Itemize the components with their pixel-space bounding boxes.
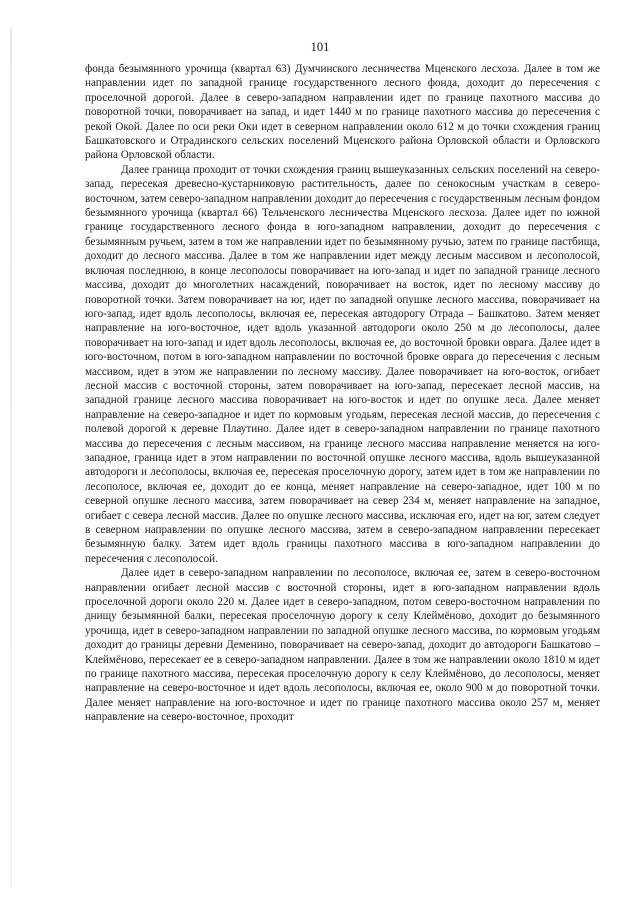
paragraph-2: Далее граница проходит от точки схождения границ вышеуказанных сельских поселений на северо-запад, пересекая древесно-кустарниковую растительность, далее по сенокосным участкам в северо-восточном, затем северо-западном направлении доходит до пересечения с государственным лесным фондом безымянного урочища (квартал 66) Тельченского лесничества Мценского лесхоза. Далее идет по южной границе государственного лесного фонда в юго-западном направлении, доходит до пересечения с безымянным ручьем, затем в том же направлении идет по безымянному ручью, затем по границе пастбища, доходит до лесного массива. Далее в том же направлении идет между лесным массивом и лесополосой, включая последнюю, в конце лесополосы поворачивает на юго-запад и идет по западной границе лесного массива, доходит до многолетних насаждений, поворачивает на восток, идет по лесному массиву до поворотной точки. Затем поворачивает на юг, идет по западной опушке лесного массива, поворачивает на юго-запад, идет вдоль лесополосы, включая ее, пересекая автодорогу Отрада – Башкатово. Затем меняет направление на юго-восточное, идет вдоль указанной автодороги около 250 м до лесополосы, далее поворачивает на юго-запад и идет вдоль лесополосы, включая ее, до восточной бровки оврага. Далее идет в юго-восточном, потом в юго-западном направлении по восточной бровке оврага до пересечения с лесным массивом, идет в этом же направлении по лесному массиву. Далее поворачивает на юго-восток, огибает лесной массив с восточной стороны, затем поворачивает на юго-запад, пересекает лесной массив, на западной границе лесного массива поворачивает на юго-восток и идет по опушке леса. Далее меняет направление на северо-западное и идет по кормовым угодьям, пересекая лесной массив, до пересечения с полевой дорогой к деревне Плаутино. Далее идет в северо-западном направлении по границе пахотного массива до пересечения с лесным массивом, на границе лесного массива направление меняется на юго-западное, граница идет в этом направлении по восточной опушке лесного массива, вдоль вышеуказанной автодороги и лесополосы, включая ее, пересекая проселочную дорогу, затем идет в том же направлении по лесополосе, включая ее, доходит до ее конца, меняет направление на северо-западное, идет 100 м по северной опушке лесного массива, затем поворачивает на север 234 м, меняет направление на западное, огибает с севера лесной массив. Далее по опушке лесного массива, исключая его, идет на юг, затем следует в северном направлении по опушке лесного массива, затем в северо-западном направлении пересекает безымянную балку. Затем идет вдоль границы пахотного массива в юго-западном направлении до пересечения с лесополосой. (85, 163, 600, 565)
paragraph-3: Далее идет в северо-западном направлении по лесополосе, включая ее, затем в северо-восточном направлении огибает лесной массив с восточной стороны, идет в юго-западном направлении вдоль проселочной дороги около 220 м. Далее идет в северо-западном, потом северо-восточном направлении по днищу безымянной балки, пересекая проселочную дорогу к селу Клеймёново, доходит до безымянного урочища, идет в северо-западном направлении по западной опушке лесного массива, по кормовым угодьям доходит до границы деревни Деменино, поворачивает на северо-запад, доходит до автодороги Башкатово – Клеймёново, пересекает ее в северо-западном направлении. Далее в том же направлении около 1810 м идет по границе пахотного массива, пересекая проселочную дорогу к селу Клеймёново, до лесополосы, меняет направление на северо-восточное и идет вдоль лесополосы, включая ее, около 900 м до поворотной точки. Далее меняет направление на юго-восточное и идет по границе пахотного массива около 257 м, меняет направление на северо-восточное, проходит (85, 567, 600, 724)
document-body (85, 62, 600, 725)
page-number: 101 (310, 40, 330, 54)
scan-edge-mark (10, 28, 12, 888)
paragraph-1: фонда безымянного урочища (квартал 63) Думчинского лесничества Мценского лесхоза. Далее в том же направлении идет по западной границе государственного лесного фонда, доходит до пересечения с проселочной дорогой. Далее в северо-западном направлении идет по границе пахотного массива до поворотной точки, поворачивает на запад, и идет 1440 м по границе пахотного массива до пересечения с рекой Окой. Далее по оси реки Оки идет в северном направлении около 612 м до точки схождения границ Башкатовского и Отрадинского сельских поселений Мценского района Орловской области и Орловского района Орловской области. (85, 63, 600, 162)
